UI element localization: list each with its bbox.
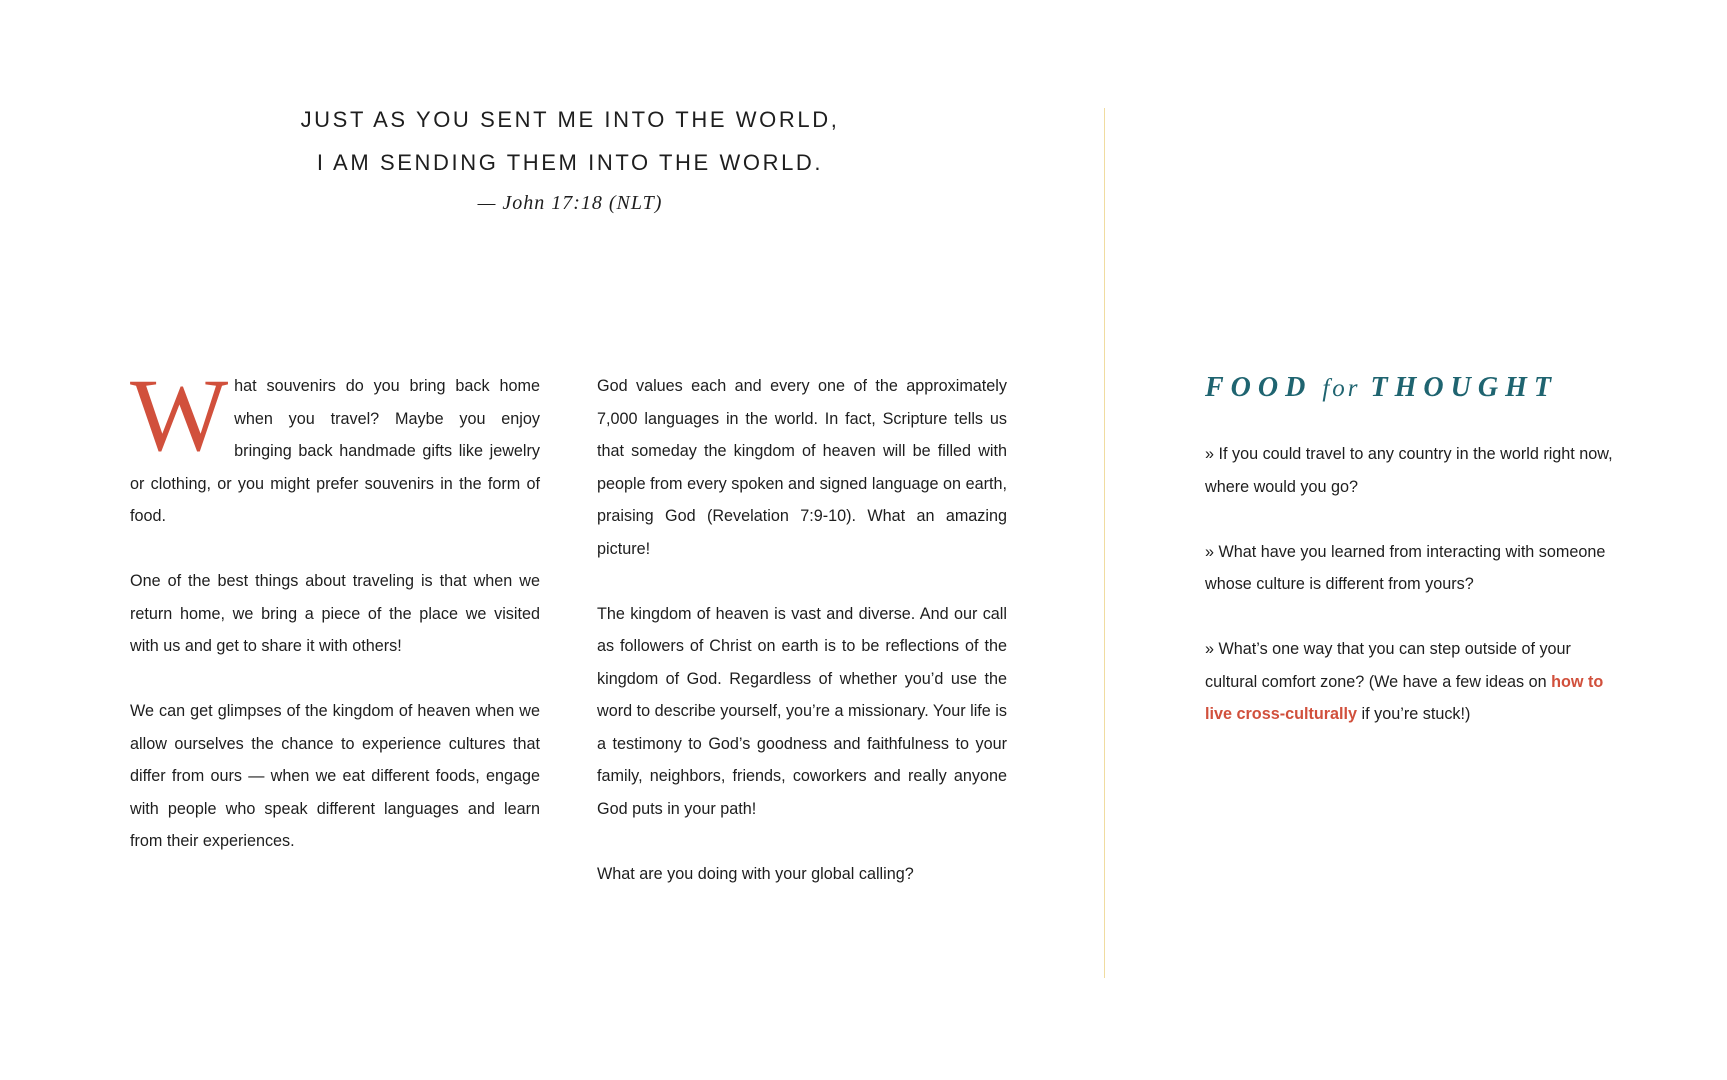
article-paragraph: One of the best things about traveling is that when we return home, we bring a piece of the place we visited with us and get to share it with others! xyxy=(130,572,540,655)
verse-line-2: I AM SENDING THEM INTO THE WORLD. xyxy=(316,150,824,175)
question-item: » What have you learned from interacting with someone whose culture is different from yours? xyxy=(1205,542,1606,593)
food-for-thought-list xyxy=(1205,438,1625,763)
food-for-thought-heading xyxy=(1205,372,1665,404)
question-text: if you’re stuck!) xyxy=(1357,705,1471,723)
scripture-verse xyxy=(130,98,1010,215)
cross-cultural-link[interactable]: how to live cross-culturally xyxy=(1205,672,1604,723)
question-item xyxy=(1205,633,1625,731)
article-column-1 xyxy=(130,358,540,890)
article-paragraph xyxy=(130,358,540,533)
drop-cap: W xyxy=(130,358,229,473)
article-paragraph: The kingdom of heaven is vast and diverse. And our call as followers of Christ on earth is to be reflections of the kingdom of God. Regardless of whether you’d use the word to describe yourself, you’re a missionary. Your life is a testimony to God’s goodness and faithfulness to your family, neighbors, friends, coworkers and really anyone God puts in your path! xyxy=(597,604,1007,818)
verse-line-1: JUST AS YOU SENT ME INTO THE WORLD, xyxy=(300,107,840,132)
paragraph-text: hat souvenirs do you bring back home when you travel? Maybe you enjoy bringing back handmade gifts like jewelry or clothing, or you might prefer souvenirs in the form of food. xyxy=(130,377,540,525)
heading-word-thought: THOUGHT xyxy=(1370,372,1558,403)
article-paragraph: We can get glimpses of the kingdom of heaven when we allow ourselves the chance to experience cultures that differ from ours — when we eat different foods, engage with people who speak different languages and learn from their experiences. xyxy=(130,702,540,850)
heading-word-food: FOOD xyxy=(1205,372,1313,403)
article-paragraph: What are you doing with your global calling? xyxy=(597,864,914,883)
article-paragraph: God values each and every one of the approximately 7,000 languages in the world. In fact, Scripture tells us that someday the kingdom of heaven will be filled with people from every spoken and signed language on earth, praising God (Revelation 7:9-10). What an amazing picture! xyxy=(597,377,1007,558)
heading-word-for: for xyxy=(1322,375,1361,402)
question-text: » What’s one way that you can step outside of your cultural comfort zone? (We have a few ideas on xyxy=(1205,640,1571,691)
verse-citation: — John 17:18 (NLT) xyxy=(477,192,663,214)
article-column-2 xyxy=(597,370,1007,923)
column-divider xyxy=(1104,108,1105,978)
question-item: » If you could travel to any country in the world right now, where would you go? xyxy=(1205,445,1613,496)
